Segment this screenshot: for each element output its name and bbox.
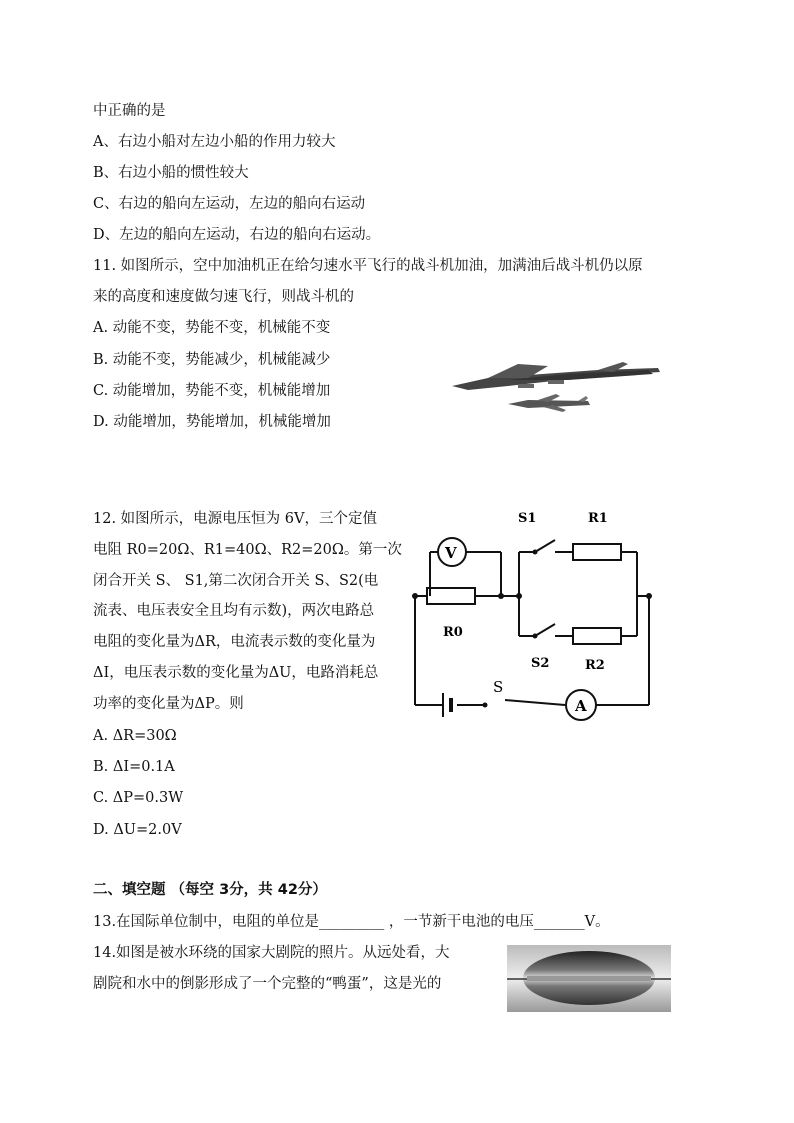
- q12-option-c: C. ΔP=0.3W: [93, 790, 184, 806]
- q10-option-d: D、左边的船向左运动，右边的船向右运动。: [93, 227, 381, 243]
- q12-stem-line1: 12. 如图所示，电源电压恒为 6V，三个定值: [93, 511, 377, 527]
- label-r0: R0: [443, 625, 463, 640]
- q14-line2: 剧院和水中的倒影形成了一个完整的“鸭蛋”，这是光的: [93, 976, 442, 992]
- q12-stem-line5: 电阻的变化量为ΔR，电流表示数的变化量为: [93, 634, 376, 650]
- grand-theater-photo: [507, 945, 671, 1012]
- label-s2: S2: [531, 656, 550, 671]
- q12-stem-line4: 流表、电压表安全且均有示数)，两次电路总: [93, 603, 375, 619]
- label-s1: S1: [518, 511, 537, 526]
- q12-stem-line2: 电阻 R0=20Ω、R1=40Ω、R2=20Ω。第一次: [93, 542, 402, 558]
- q10-option-a: A、右边小船对左边小船的作用力较大: [93, 134, 336, 150]
- q10-option-b: B、右边小船的惯性较大: [93, 165, 249, 181]
- q12-option-d: D. ΔU=2.0V: [93, 822, 182, 838]
- q11-option-c: C. 动能增加，势能不变，机械能增加: [93, 383, 331, 399]
- q11-stem-line1: 11. 如图所示，空中加油机正在给匀速水平飞行的战斗机加油，加满油后战斗机仍以原: [93, 258, 643, 274]
- refueling-aircraft-image: [448, 360, 662, 418]
- label-s: S: [493, 678, 504, 696]
- q12-stem-line3: 闭合开关 S、 S1,第二次闭合开关 S、S2(电: [93, 573, 379, 589]
- q10-option-c: C、右边的船向左运动，左边的船向右运动: [93, 196, 366, 212]
- circuit-diagram: [405, 500, 665, 730]
- voltmeter-symbol: V: [445, 544, 457, 562]
- q14-line1: 14.如图是被水环绕的国家大剧院的照片。从远处看，大: [93, 945, 450, 961]
- q12-stem-line6: ΔI，电压表示数的变化量为ΔU，电路消耗总: [93, 665, 379, 681]
- q13-text: 13.在国际单位制中，电阻的单位是_________ ，一节新干电池的电压_______V。: [93, 914, 610, 930]
- q11-option-a: A. 动能不变，势能不变，机械能不变: [93, 320, 331, 336]
- label-r2: R2: [585, 658, 605, 673]
- q12-option-b: B. ΔI=0.1A: [93, 759, 175, 775]
- ammeter-symbol: A: [575, 697, 587, 715]
- label-r1: R1: [588, 511, 608, 526]
- q12-option-a: A. ΔR=30Ω: [93, 728, 177, 744]
- q11-stem-line2: 来的高度和速度做匀速飞行，则战斗机的: [93, 289, 354, 305]
- q10-stem-tail: 中正确的是: [93, 103, 166, 119]
- q11-option-b: B. 动能不变，势能减少，机械能减少: [93, 352, 331, 368]
- q12-stem-line7: 功率的变化量为ΔP。则: [93, 696, 244, 712]
- section-heading: 二、填空题 （每空 3分，共 42分）: [93, 882, 327, 898]
- q11-option-d: D. 动能增加，势能增加，机械能增加: [93, 414, 331, 430]
